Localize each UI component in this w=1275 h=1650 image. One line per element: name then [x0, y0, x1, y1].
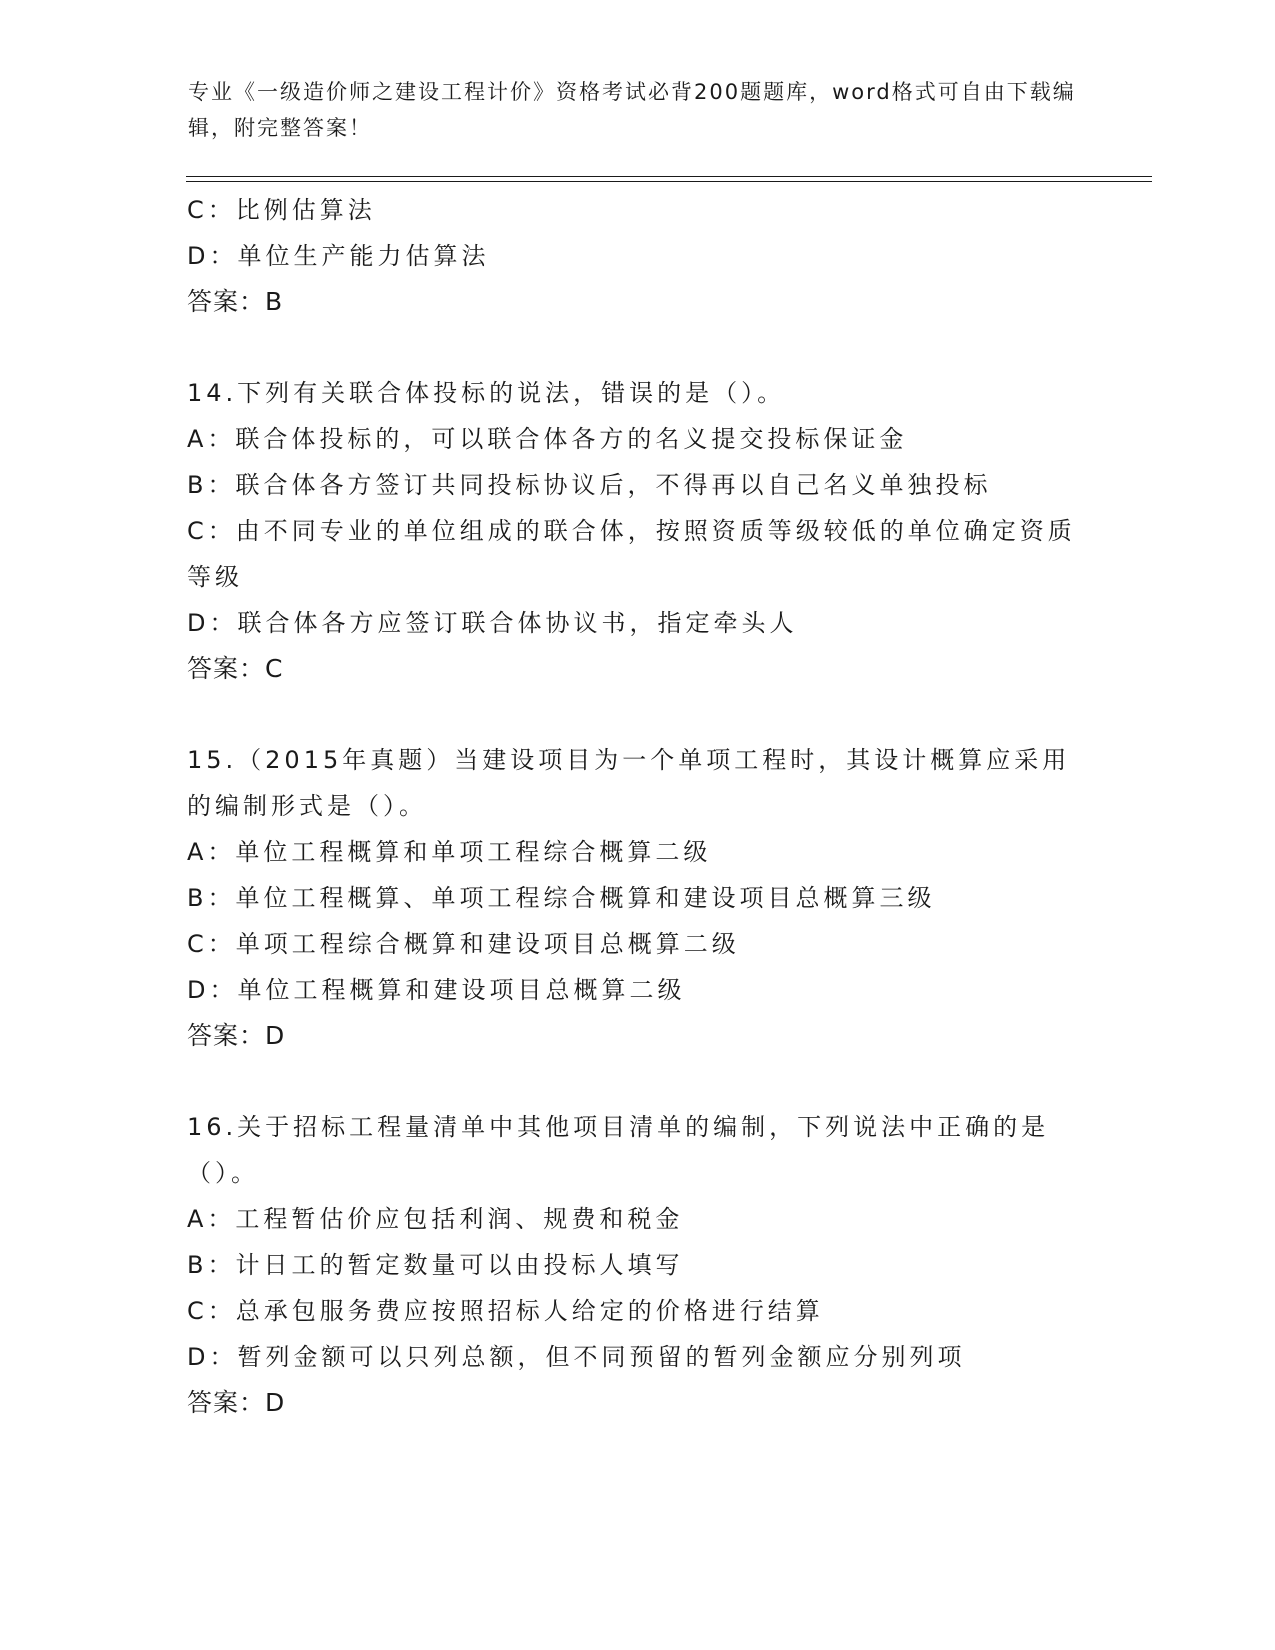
option-c: C：总承包服务费应按照招标人给定的价格进行结算 [187, 1297, 824, 1325]
option-b: B：联合体各方签订共同投标协议后，不得再以自己名义单独投标 [187, 471, 992, 499]
option-c: C：比例估算法 [187, 196, 376, 224]
question-stem: 16.关于招标工程量清单中其他项目清单的编制，下列说法中正确的是（）。 [187, 1113, 1050, 1187]
option-b: B：计日工的暂定数量可以由投标人填写 [187, 1251, 684, 1279]
answer-label: 答案：B [187, 287, 284, 316]
question-14 [187, 370, 1087, 692]
option-a: A：单位工程概算和单项工程综合概算二级 [187, 838, 712, 866]
question-stem: 15.（2015年真题）当建设项目为一个单项工程时，其设计概算应采用的编制形式是（）。 [187, 746, 1071, 820]
document-header: 专业《一级造价师之建设工程计价》资格考试必背200题题库，word格式可自由下载编辑，附完整答案！ [188, 80, 1076, 140]
question-list [187, 187, 1087, 1426]
option-c: C：单项工程综合概算和建设项目总概算二级 [187, 930, 740, 958]
header-divider-bottom [186, 181, 1152, 182]
option-d: D：单位生产能力估算法 [187, 242, 490, 270]
answer-label: 答案：C [187, 654, 284, 683]
question-15 [187, 737, 1087, 1059]
option-d: D：单位工程概算和建设项目总概算二级 [187, 976, 686, 1004]
answer-label: 答案：D [187, 1021, 286, 1050]
answer-label: 答案：D [187, 1388, 286, 1417]
option-d: D：联合体各方应签订联合体协议书，指定牵头人 [187, 609, 798, 637]
question-16 [187, 1104, 1087, 1426]
option-a: A：联合体投标的，可以联合体各方的名义提交投标保证金 [187, 425, 908, 453]
option-a: A：工程暂估价应包括利润、规费和税金 [187, 1205, 684, 1233]
question-stem: 14.下列有关联合体投标的说法，错误的是（）。 [187, 379, 786, 407]
option-d: D：暂列金额可以只列总额，但不同预留的暂列金额应分别列项 [187, 1343, 966, 1371]
option-b: B：单位工程概算、单项工程综合概算和建设项目总概算三级 [187, 884, 936, 912]
option-c: C：由不同专业的单位组成的联合体，按照资质等级较低的单位确定资质等级 [187, 517, 1076, 591]
prev-question-tail [187, 187, 1087, 325]
header-divider-top [186, 176, 1152, 177]
